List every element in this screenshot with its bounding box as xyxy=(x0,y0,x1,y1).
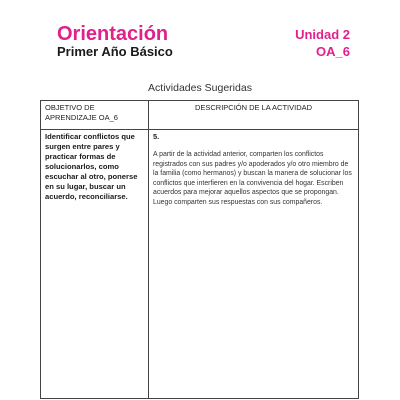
table-header-row xyxy=(41,101,359,130)
objective-column-header: OBJETIVO DE APRENDIZAJE OA_6 xyxy=(41,101,149,130)
unit-label: Unidad 2 xyxy=(295,27,350,42)
description-cell xyxy=(149,130,359,399)
activities-table xyxy=(40,100,359,399)
activity-number: 5. xyxy=(153,132,160,141)
oa-label: OA_6 xyxy=(316,44,350,59)
description-column-header: DESCRIPCIÓN DE LA ACTIVIDAD xyxy=(149,101,359,130)
activity-description: A partir de la actividad anterior, comparten los conflictos registrados con sus padres y/o apoderados y/o otro miembro de la familia (como hermanos) y buscan la manera de solucionar los conflictos que interfieren en la convivencia del hogar. Escriben acuerdos para mejorar aquellos aspectos que se propongan. Luego comparten sus respuestas con sus compañeros. xyxy=(153,151,352,206)
objective-text: Identificar conflictos que surgen entre pares y practicar formas de solucionarlos, como escuchar al otro, ponerse en su lugar, buscar un acuerdo, reconciliarse. xyxy=(45,132,138,201)
objective-cell xyxy=(41,130,149,399)
grade-title: Primer Año Básico xyxy=(57,44,173,59)
subject-title: Orientación xyxy=(57,23,169,45)
table-row xyxy=(41,130,359,399)
section-title: Actividades Sugeridas xyxy=(148,82,252,94)
